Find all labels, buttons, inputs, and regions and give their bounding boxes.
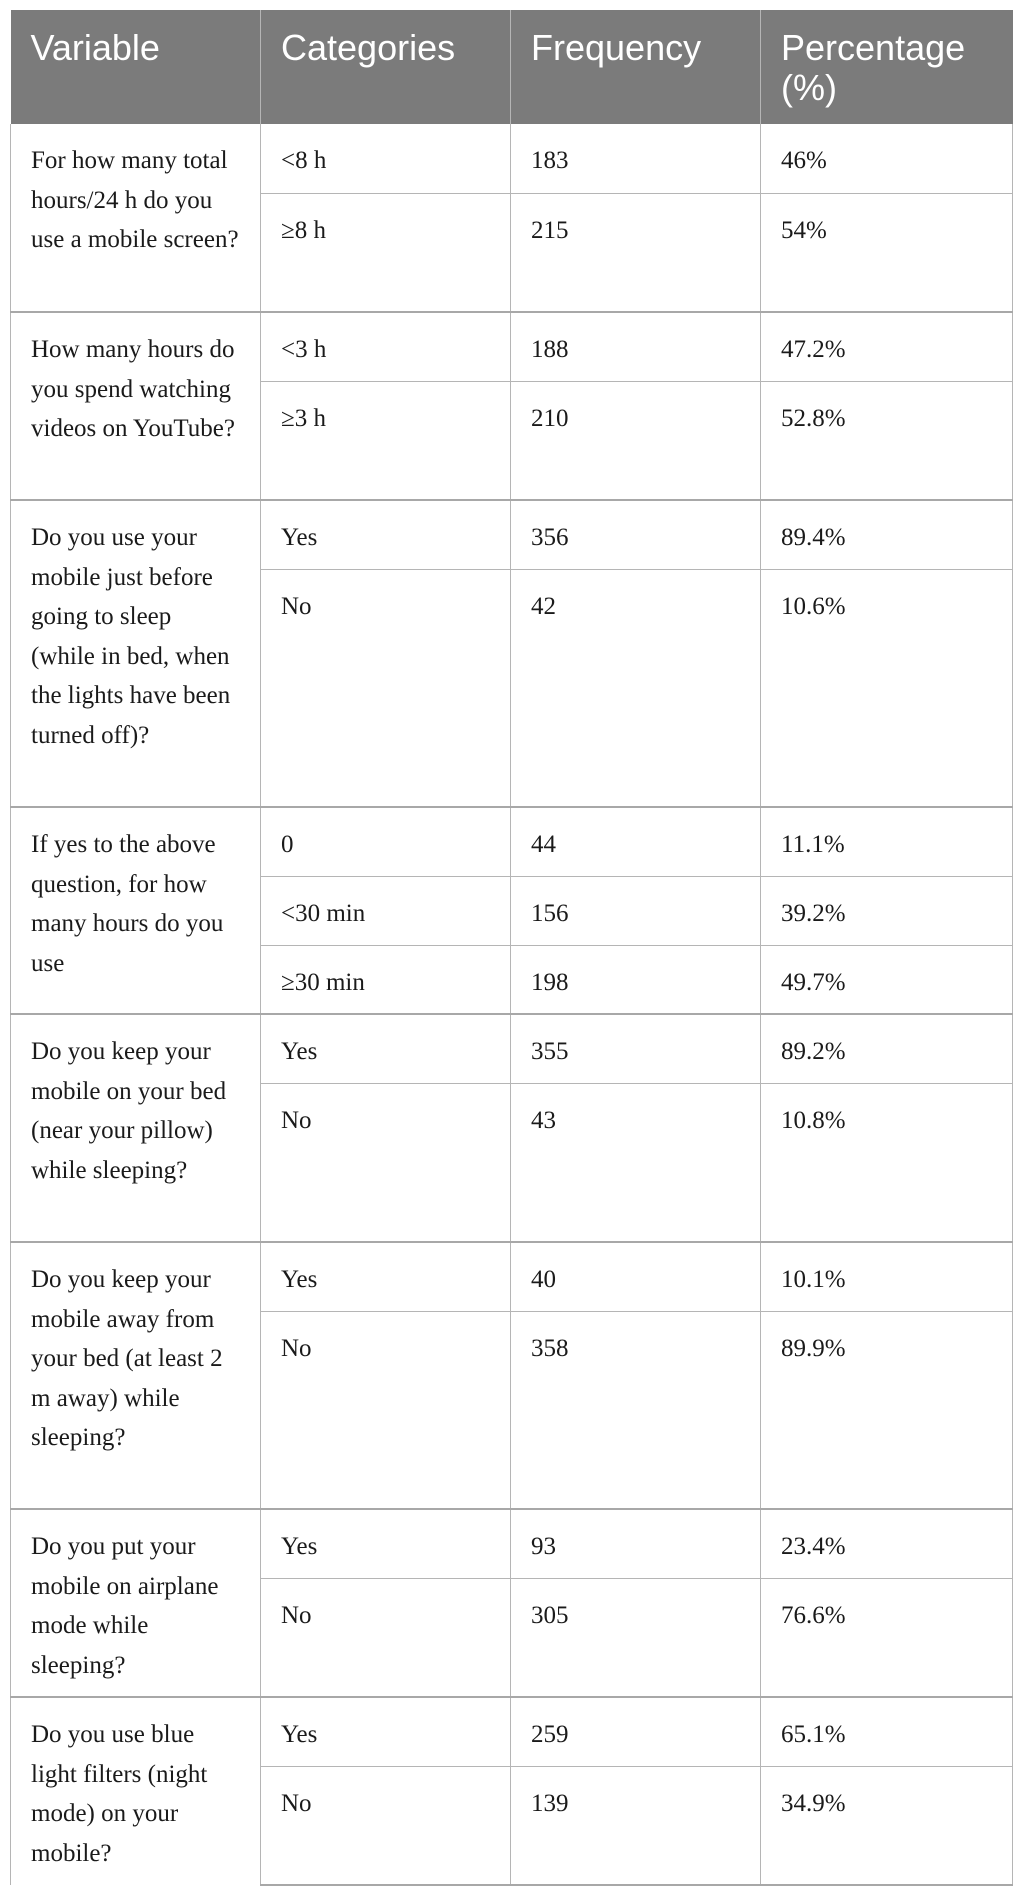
header-percentage: Percentage (%) <box>761 10 1013 124</box>
percentage-cell: 23.4% <box>761 1509 1013 1578</box>
table-row <box>11 1697 1013 1766</box>
frequency-cell: 215 <box>511 193 761 312</box>
table-container <box>10 10 1012 1886</box>
percentage-cell: 54% <box>761 193 1013 312</box>
table-row <box>11 1014 1013 1083</box>
header-variable: Variable <box>11 10 261 124</box>
percentage-cell: 89.9% <box>761 1311 1013 1509</box>
frequency-cell: 210 <box>511 381 761 500</box>
variable-cell: Do you put your mobile on airplane mode while sleeping? <box>11 1509 261 1697</box>
frequency-cell: 183 <box>511 124 761 193</box>
category-cell: No <box>261 1083 511 1242</box>
category-cell: Yes <box>261 1697 511 1766</box>
frequency-cell: 356 <box>511 500 761 569</box>
variable-cell: Do you use blue light filters (night mode) on your mobile? <box>11 1697 261 1885</box>
category-cell: ≥3 h <box>261 381 511 500</box>
category-cell: Yes <box>261 500 511 569</box>
percentage-cell: 10.6% <box>761 569 1013 807</box>
frequency-cell: 259 <box>511 1697 761 1766</box>
data-table <box>10 10 1013 1886</box>
table-row <box>11 1509 1013 1578</box>
percentage-cell: 10.1% <box>761 1242 1013 1311</box>
frequency-cell: 43 <box>511 1083 761 1242</box>
percentage-cell: 47.2% <box>761 312 1013 381</box>
variable-cell: If yes to the above question, for how many hours do you use <box>11 807 261 1014</box>
frequency-cell: 93 <box>511 1509 761 1578</box>
table-row <box>11 807 1013 876</box>
percentage-cell: 10.8% <box>761 1083 1013 1242</box>
category-cell: 0 <box>261 807 511 876</box>
category-cell: No <box>261 1578 511 1697</box>
category-cell: ≥8 h <box>261 193 511 312</box>
table-row <box>11 312 1013 381</box>
category-cell: No <box>261 569 511 807</box>
frequency-cell: 42 <box>511 569 761 807</box>
frequency-cell: 139 <box>511 1766 761 1885</box>
frequency-cell: 305 <box>511 1578 761 1697</box>
percentage-cell: 46% <box>761 124 1013 193</box>
category-cell: <30 min <box>261 876 511 945</box>
header-categories: Categories <box>261 10 511 124</box>
percentage-cell: 89.2% <box>761 1014 1013 1083</box>
variable-cell: For how many total hours/24 h do you use a mobile screen? <box>11 124 261 312</box>
table-row <box>11 500 1013 569</box>
table-row <box>11 1242 1013 1311</box>
header-row <box>11 10 1013 124</box>
frequency-cell: 156 <box>511 876 761 945</box>
header-frequency: Frequency <box>511 10 761 124</box>
category-cell: ≥30 min <box>261 945 511 1014</box>
frequency-cell: 355 <box>511 1014 761 1083</box>
table-body <box>11 124 1013 1885</box>
percentage-cell: 49.7% <box>761 945 1013 1014</box>
category-cell: Yes <box>261 1509 511 1578</box>
category-cell: Yes <box>261 1242 511 1311</box>
category-cell: Yes <box>261 1014 511 1083</box>
percentage-cell: 89.4% <box>761 500 1013 569</box>
variable-cell: Do you use your mobile just before going to sleep (while in bed, when the lights have been turned off)? <box>11 500 261 807</box>
category-cell: <8 h <box>261 124 511 193</box>
table-row <box>11 124 1013 193</box>
percentage-cell: 39.2% <box>761 876 1013 945</box>
percentage-cell: 76.6% <box>761 1578 1013 1697</box>
category-cell: No <box>261 1311 511 1509</box>
category-cell: <3 h <box>261 312 511 381</box>
category-cell: No <box>261 1766 511 1885</box>
variable-cell: Do you keep your mobile on your bed (near your pillow) while sleeping? <box>11 1014 261 1242</box>
frequency-cell: 188 <box>511 312 761 381</box>
percentage-cell: 65.1% <box>761 1697 1013 1766</box>
variable-cell: Do you keep your mobile away from your bed (at least 2 m away) while sleeping? <box>11 1242 261 1509</box>
frequency-cell: 198 <box>511 945 761 1014</box>
frequency-cell: 40 <box>511 1242 761 1311</box>
percentage-cell: 34.9% <box>761 1766 1013 1885</box>
frequency-cell: 44 <box>511 807 761 876</box>
percentage-cell: 11.1% <box>761 807 1013 876</box>
variable-cell: How many hours do you spend watching videos on YouTube? <box>11 312 261 500</box>
frequency-cell: 358 <box>511 1311 761 1509</box>
percentage-cell: 52.8% <box>761 381 1013 500</box>
